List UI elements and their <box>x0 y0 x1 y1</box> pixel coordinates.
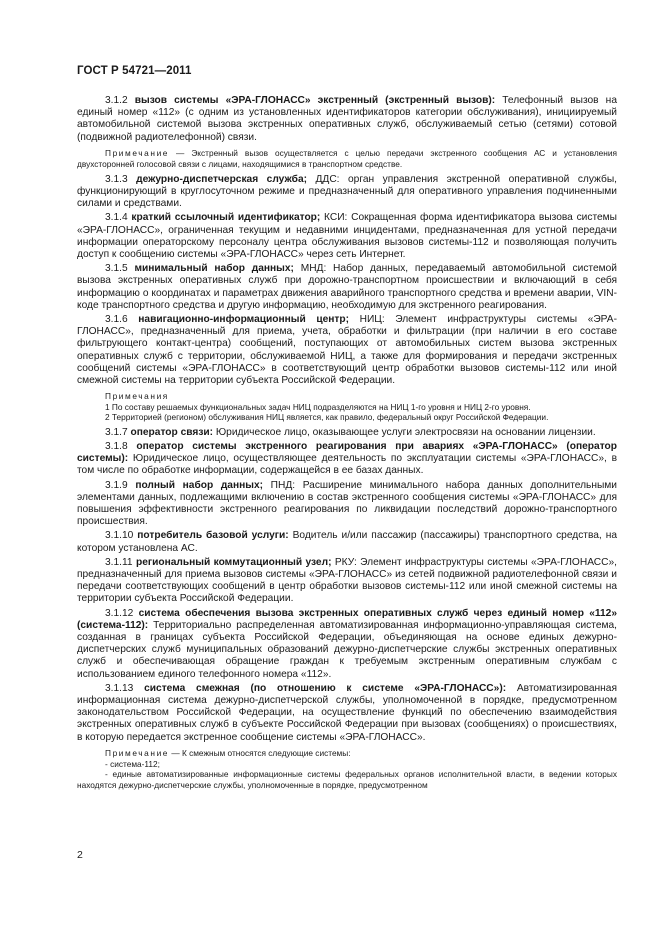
clause-number: 3.1.9 <box>105 479 128 491</box>
definition-3-1-11 <box>77 557 617 606</box>
definition-text: КСИ: Сокращенная форма идентификатора вызова системы «ЭРА-ГЛОНАСС», ограниченная текущим и недавними инцидентами, предназначенная для устной передачи информации операторскому персоналу центра обслуживания вызовов системы-112 и позволяющая получить доступ к сообщению системы «ЭРА-ГЛОНАСС» через сеть Интернет. <box>77 212 617 261</box>
term: региональный коммутационный узел; <box>135 556 332 568</box>
clause-number: 3.1.3 <box>105 173 128 185</box>
term: полный набор данных; <box>135 479 264 491</box>
term: система обеспечения вызова экстренных оперативных служб через единый номер «112» (система-112): <box>77 607 617 631</box>
term: минимальный набор данных; <box>134 263 294 275</box>
definition-3-1-2 <box>77 95 617 144</box>
clause-number: 3.1.2 <box>105 95 128 106</box>
clause-number: 3.1.11 <box>105 556 133 568</box>
term: оператор системы экстренного реагирования при авариях «ЭРА-ГЛОНАСС» (оператор системы): <box>77 440 617 465</box>
definition-3-1-13 <box>77 683 617 744</box>
definition-3-1-3 <box>77 174 617 211</box>
definition-text: НИЦ: Элемент инфраструктуры системы «ЭРА-ГЛОНАСС», предназначенный для приема, учета, обработки и фильтрации (при наличии в его составе фильтрующего контакт-центра) сообщений, поступающих от автомобильных систем вызова экстренных оперативных служб с территории, обслуживаемой НИЦ, а также для формирования и передачи экстренных сообщений системы «ЭРА-ГЛОНАСС» в соответствующий центр обработки вызовов системы-112 или иной смежной системы на территории субъекта Российской Федерации. <box>77 314 617 387</box>
note-item: 2 Территорией (регионом) обслуживания НИЦ является, как правило, федеральный округ Российской Федерации. <box>105 412 549 423</box>
page-number: 2 <box>77 849 83 861</box>
definition-text: ДДС: орган управления экстренной оперативной службы, функционирующий в круглосуточном режиме и предназначенный для оперативного управления подчиненными силами и средствами. <box>77 173 617 210</box>
definition-3-1-4 <box>77 212 617 261</box>
definition-text: Автоматизированная информационная система дежурно-диспетчерской службы, уполномоченной в порядке, предусмотренном законодательством Российской Федерации, на осуществление функций по обеспечению взаимодействия экстренных оперативных служб в субъекте Российской Федерации при вызовах (сообщениях) о происшествиях, в которую передается экстренное сообщение системы «ЭРА-ГЛОНАСС». <box>77 682 617 743</box>
clause-number: 3.1.8 <box>105 440 128 452</box>
term: потребитель базовой услуги: <box>137 530 289 542</box>
note-item: - система-112; <box>105 758 160 769</box>
definition-text: Юридическое лицо, осуществляющее деятельность по эксплуатации системы «ЭРА-ГЛОНАСС», в том числе по обработке информации, содержащейся в ее базах данных. <box>77 453 617 477</box>
note-label: Примечание <box>105 747 170 758</box>
note-3-1-2 <box>77 148 617 170</box>
definition-3-1-12 <box>77 608 617 681</box>
definition-3-1-9 <box>77 480 617 529</box>
note-item: 1 По составу решаемых функциональных задач НИЦ подразделяются на НИЦ 1-го уровня и НИЦ 2-го уровня. <box>105 401 531 412</box>
clause-number: 3.1.5 <box>105 263 128 275</box>
document-header: ГОСТ Р 54721—2011 <box>77 65 192 77</box>
definition-text: РКУ: Элемент инфраструктуры системы «ЭРА-ГЛОНАСС», предназначенный для приема вызовов системы «ЭРА-ГЛОНАСС» из сетей подвижной радиотелефонной связи и передачи соответствующих сообщений в центр обработки вызовов системы-112 или иной смежной системы на территории субъекта Российской Федерации. <box>77 556 617 605</box>
definition-3-1-5 <box>77 263 617 312</box>
term: краткий ссылочный идентификатор; <box>131 212 321 224</box>
term: навигационно-информационный центр; <box>138 314 350 326</box>
clause-number: 3.1.13 <box>105 682 134 694</box>
note-item: - единые автоматизированные информационные системы федеральных органов исполнительной власти, в ведении которых находятся дежурно-диспетчерские службы, уполномоченные в порядке, предусмотренном <box>77 769 617 790</box>
definition-3-1-8 <box>77 441 617 478</box>
definition-text: Водитель и/или пассажир (пассажиры) транспортного средства, на котором установлена АС. <box>77 530 617 554</box>
note-3-1-13 <box>77 748 617 759</box>
note-text: — К смежным относятся следующие системы: <box>171 747 351 758</box>
definition-text: Телефонный вызов на единый номер «112» (с одним из установленных идентификаторов категории обслуживания), инициируемый автомобильной системой вызова экстренных оперативных служб, обслуживаемый сетью (сетями) сотовой (подвижной радиотелефонной) связи. <box>77 95 617 143</box>
definition-3-1-10 <box>77 530 617 554</box>
clause-number: 3.1.4 <box>105 212 128 224</box>
term: оператор связи: <box>130 426 214 438</box>
clause-number: 3.1.10 <box>105 530 134 542</box>
definition-3-1-6 <box>77 314 617 387</box>
definition-3-1-7 <box>77 427 617 439</box>
notes-3-1-6-heading: Примечания <box>105 391 169 402</box>
clause-number: 3.1.12 <box>105 607 134 619</box>
definition-text: Юридическое лицо, оказывающее услуги электросвязи на основании лицензии. <box>213 426 596 438</box>
note-label: Примечание <box>105 147 170 158</box>
clause-number: 3.1.6 <box>105 314 128 326</box>
definition-text: ПНД: Расширение минимального набора данных дополнительными элементами данных, подлежащими включению в состав экстренного сообщения системы «ЭРА-ГЛОНАСС» для повышения эффективности экстренного реагирования по ликвидации последствий дорожно-транспортного происшествия. <box>77 479 617 528</box>
document-body <box>77 95 617 790</box>
note-text: — Экстренный вызов осуществляется с целью передачи экстренного сообщения АС и установления двухсторонней голосовой связи с лицами, находящимися в транспортном средстве. <box>77 147 617 169</box>
definition-text: Территориально распределенная автоматизированная информационно-управляющая система, созданная в границах субъекта Российской Федерации, объединяющая на основе единых дежурно-диспетчерских служб муниципальных образований дежурно-диспетчерские службы экстренных оперативных служб и обеспечивающая обращение граждан к требуемым экстренным оперативным службам с использованием единого телефонного номера «112». <box>77 619 617 680</box>
definition-text: МНД: Набор данных, передаваемый автомобильной системой вызова экстренных оперативных служб при дорожно-транспортном происшествии и включающий в себя информацию о координатах и параметрах движения аварийного транспортного средства и времени аварии, VIN-коде транспортного средства и другую информацию, необходимую для экстренного реагирования. <box>77 263 617 311</box>
clause-number: 3.1.7 <box>105 426 128 438</box>
term: вызов системы «ЭРА-ГЛОНАСС» экстренный (экстренный вызов): <box>134 95 496 106</box>
term: дежурно-диспетчерская служба; <box>136 173 308 185</box>
term: система смежная (по отношению к системе «ЭРА-ГЛОНАСС»): <box>144 682 507 694</box>
